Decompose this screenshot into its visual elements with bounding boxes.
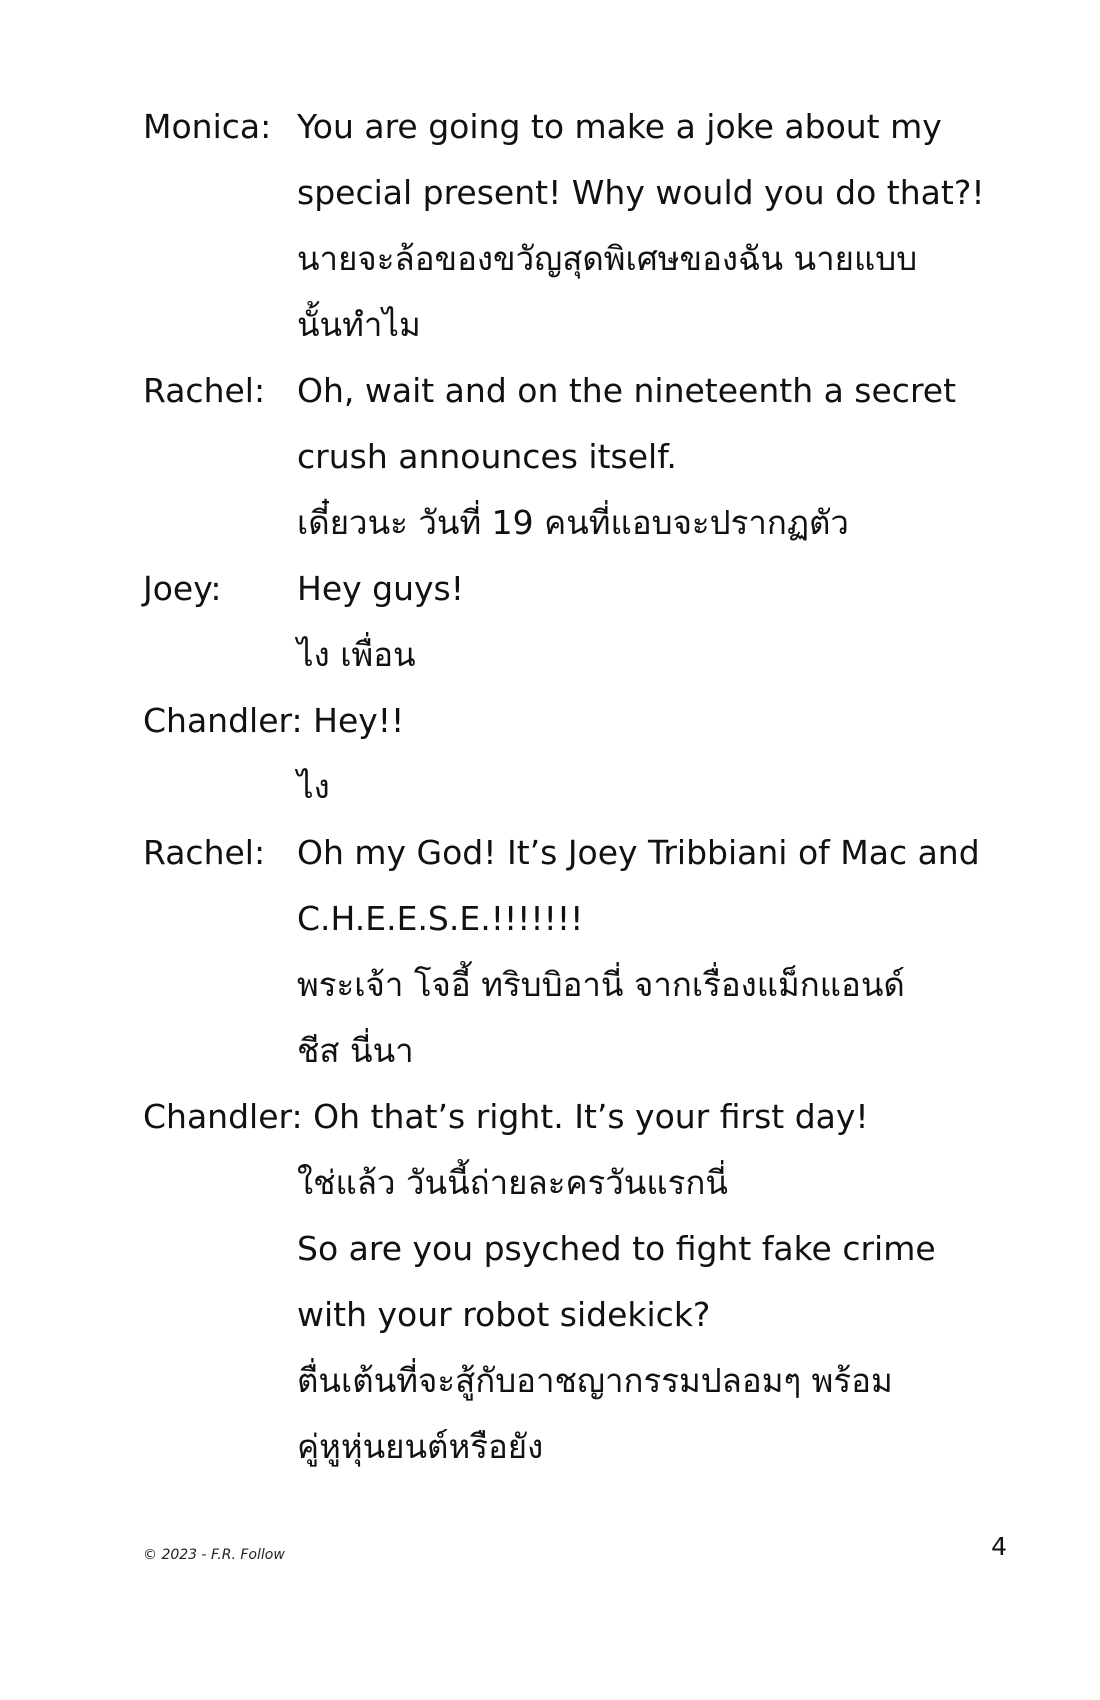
speaker-name: Joey: [143,569,222,608]
dialogue-line-thai: คู่หูหุ่นยนต์หรือยัง [297,1427,544,1466]
dialogue-entry-joey [143,556,1003,688]
dialogue-line-english: Hey guys! [297,569,464,608]
dialogue-entry-chandler-cont [143,1150,1003,1480]
dialogue-lines [297,358,1003,556]
dialogue-line-thai: ไง [297,767,330,806]
dialogue-line-english: special present! Why would you do that?! [297,173,985,212]
dialogue-lines [297,1150,1003,1480]
dialogue-lines [297,556,1003,688]
dialogue-line-thai: ตื่นเต้นที่จะสู้กับอาชญากรรมปลอมๆ พร้อม [297,1361,893,1400]
dialogue-lines [297,820,1003,1084]
dialogue-lines [297,94,1003,358]
dialogue-entry-rachel [143,358,1003,556]
dialogue-line-thai: พระเจ้า โจอี้ ทริบบิอานี่ จากเรื่องแม็กแอนด์ [297,965,905,1004]
dialogue-lines [297,754,1003,820]
dialogue-line-english: with your robot sidekick? [297,1295,711,1334]
speaker-line [143,1084,869,1150]
speaker-name: Chandler: [143,701,303,740]
dialogue-block [143,94,1003,1480]
dialogue-entry-chandler [143,688,1003,754]
dialogue-line-english: C.H.E.E.S.E.!!!!!!! [297,899,584,938]
dialogue-entry-chandler [143,1084,1003,1150]
dialogue-line-english: Oh that’s right. It’s your first day! [313,1097,869,1136]
dialogue-line-english: Oh, wait and on the nineteenth a secret [297,371,957,410]
dialogue-line-thai: ใช่แล้ว วันนี้ถ่ายละครวันแรกนี่ [297,1163,728,1202]
dialogue-entry-monica [143,94,1003,358]
dialogue-entry-chandler-cont [143,754,1003,820]
dialogue-line-thai: ชีส นี่นา [297,1031,414,1070]
dialogue-line-thai: ไง เพื่อน [297,635,416,674]
dialogue-line-english: Oh my God! It’s Joey Tribbiani of Mac and [297,833,980,872]
dialogue-line-thai: นั้นทำไม [297,305,421,344]
dialogue-line-english: crush announces itself. [297,437,677,476]
speaker-name: Monica: [143,107,272,146]
page-number: 4 [991,1532,1007,1561]
speaker-line [143,688,404,754]
dialogue-entry-rachel [143,820,1003,1084]
dialogue-line-english: You are going to make a joke about my [297,107,942,146]
copyright-footer: © 2023 - F.R. Follow [143,1547,285,1563]
speaker-name: Rachel: [143,833,266,872]
dialogue-line-thai: เดี๋ยวนะ วันที่ 19 คนที่แอบจะปรากฏตัว [297,503,849,542]
speaker-name: Chandler: [143,1097,303,1136]
dialogue-line-english: Hey!! [313,701,405,740]
dialogue-line-english: So are you psyched to fight fake crime [297,1229,936,1268]
speaker-name: Rachel: [143,371,266,410]
dialogue-line-thai: นายจะล้อของขวัญสุดพิเศษของฉัน นายแบบ [297,239,918,278]
